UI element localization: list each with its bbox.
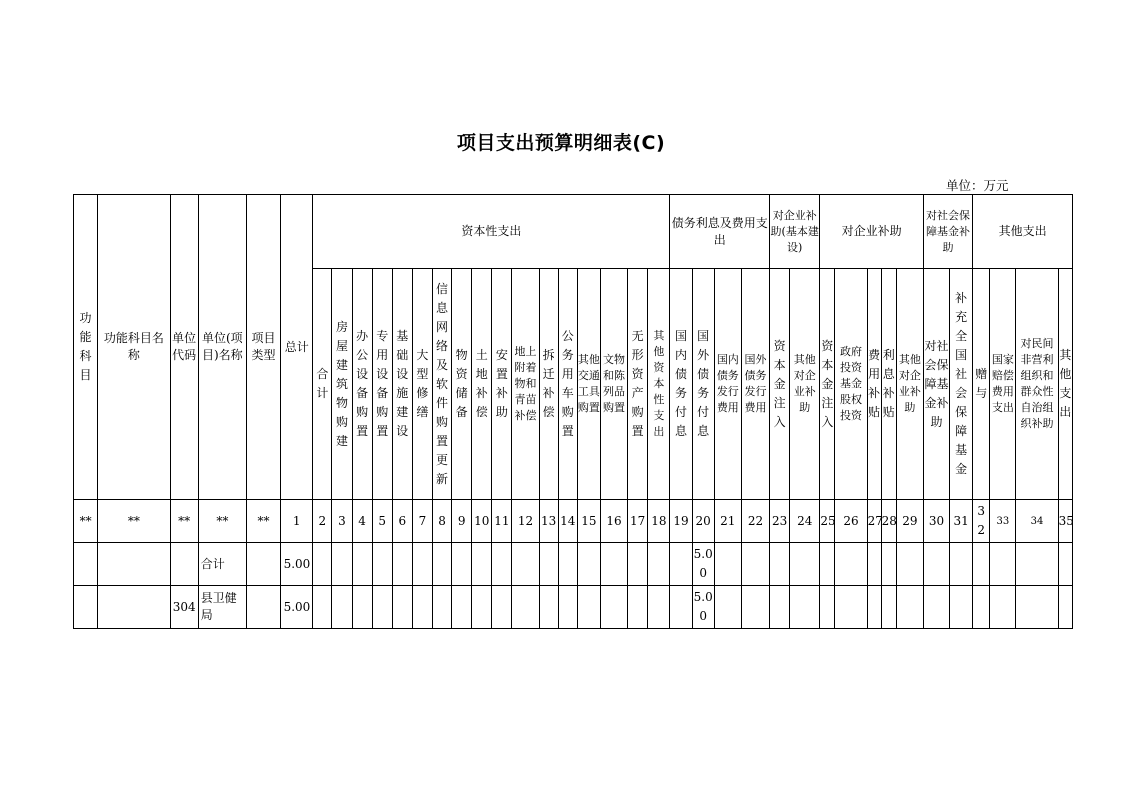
index-number: 26 bbox=[835, 500, 867, 543]
sub-debt-3: 国外债务发行费用 bbox=[741, 269, 769, 500]
sub-ent-1: 政府投资基金股权投资 bbox=[835, 269, 867, 500]
index-number: 24 bbox=[790, 500, 820, 543]
index-number: 31 bbox=[950, 500, 973, 543]
unit-label: 单位：万元 bbox=[946, 178, 1009, 193]
budget-table bbox=[73, 194, 1073, 629]
sub-capital-0: 合计 bbox=[313, 269, 332, 500]
index-number: 18 bbox=[648, 500, 670, 543]
index-number: 6 bbox=[392, 500, 412, 543]
sub-other-1: 国家赔偿费用支出 bbox=[990, 269, 1016, 500]
header-unit-code: 单位代码 bbox=[170, 195, 198, 500]
index-number: 11 bbox=[492, 500, 512, 543]
index-star: ** bbox=[74, 500, 98, 543]
index-star: ** bbox=[246, 500, 280, 543]
index-number: 28 bbox=[881, 500, 896, 543]
index-number: 10 bbox=[472, 500, 492, 543]
sub-ent-3: 利息补贴 bbox=[881, 269, 896, 500]
index-number: 1 bbox=[281, 500, 313, 543]
sub-social-0: 对社会保障基金补助 bbox=[923, 269, 949, 500]
sub-debt-0: 国内债务付息 bbox=[670, 269, 692, 500]
page-title: 项目支出预算明细表(C) bbox=[456, 132, 666, 154]
index-number: 5 bbox=[372, 500, 392, 543]
index-number: 30 bbox=[923, 500, 949, 543]
row-total: 5.00 bbox=[281, 543, 313, 586]
sub-capital-8: 土地补偿 bbox=[472, 269, 492, 500]
row-foreign-interest: 5.00 bbox=[692, 586, 714, 629]
group-other: 其他支出 bbox=[973, 195, 1073, 269]
index-number: 8 bbox=[432, 500, 451, 543]
sub-capital-9: 安置补助 bbox=[492, 269, 512, 500]
header-function-code: 功能科目 bbox=[74, 195, 98, 500]
sub-capital-14: 文物和陈列品购置 bbox=[600, 269, 627, 500]
sub-other-0: 赠与 bbox=[973, 269, 990, 500]
header-total: 总计 bbox=[281, 195, 313, 500]
table-row bbox=[74, 543, 1073, 586]
index-number: 3 bbox=[332, 500, 352, 543]
sub-capital-15: 无形资产购置 bbox=[628, 269, 648, 500]
row-total: 5.00 bbox=[281, 586, 313, 629]
sub-other-2: 对民间非营利组织和群众性自治组织补助 bbox=[1016, 269, 1058, 500]
index-number: 20 bbox=[692, 500, 714, 543]
index-number: 14 bbox=[558, 500, 577, 543]
sub-capital-1: 房屋建筑物购建 bbox=[332, 269, 352, 500]
index-number: 25 bbox=[820, 500, 835, 543]
index-number: 12 bbox=[512, 500, 539, 543]
index-number: 16 bbox=[600, 500, 627, 543]
sub-capital-3: 专用设备购置 bbox=[372, 269, 392, 500]
index-number: 2 bbox=[313, 500, 332, 543]
index-star: ** bbox=[198, 500, 246, 543]
sub-ent-0: 资本金注入 bbox=[820, 269, 835, 500]
group-capital: 资本性支出 bbox=[313, 195, 670, 269]
index-star: ** bbox=[98, 500, 170, 543]
sub-ent-4: 其他对企业补助 bbox=[896, 269, 923, 500]
index-row bbox=[74, 500, 1073, 543]
sub-ent-2: 费用补贴 bbox=[867, 269, 881, 500]
index-number: 23 bbox=[770, 500, 790, 543]
sub-other-3: 其他支出 bbox=[1058, 269, 1072, 500]
sub-debt-2: 国内债务发行费用 bbox=[714, 269, 741, 500]
sub-capital-6: 信息网络及软件购置更新 bbox=[432, 269, 451, 500]
index-number-32: 32 bbox=[977, 504, 986, 537]
group-ent-basic: 对企业补助(基本建设) bbox=[770, 195, 820, 269]
index-number: 13 bbox=[539, 500, 558, 543]
sub-capital-10: 地上附着物和青苗补偿 bbox=[512, 269, 539, 500]
sub-capital-7: 物资储备 bbox=[452, 269, 472, 500]
index-number: 35 bbox=[1058, 500, 1072, 543]
sub-social-1: 补充全国社会保障基金 bbox=[950, 269, 973, 500]
sub-capital-4: 基础设施建设 bbox=[392, 269, 412, 500]
index-number: 22 bbox=[741, 500, 769, 543]
header-project-type: 项目类型 bbox=[246, 195, 280, 500]
row-foreign-interest: 5.00 bbox=[692, 543, 714, 586]
index-number: 7 bbox=[412, 500, 432, 543]
index-number: 21 bbox=[714, 500, 741, 543]
group-ent: 对企业补助 bbox=[820, 195, 924, 269]
index-number: 9 bbox=[452, 500, 472, 543]
table-row bbox=[74, 586, 1073, 629]
index-number bbox=[973, 500, 990, 543]
index-number: 34 bbox=[1016, 500, 1058, 543]
index-number: 33 bbox=[990, 500, 1016, 543]
sub-capital-5: 大型修缮 bbox=[412, 269, 432, 500]
index-number: 15 bbox=[577, 500, 600, 543]
row-unit-code: 304 bbox=[170, 586, 198, 629]
sub-capital-11: 拆迁补偿 bbox=[539, 269, 558, 500]
sub-capital-13: 其他交通工具购置 bbox=[577, 269, 600, 500]
header-function-name: 功能科目名称 bbox=[98, 195, 170, 500]
index-number: 4 bbox=[352, 500, 372, 543]
index-number: 19 bbox=[670, 500, 692, 543]
group-debt: 债务利息及费用支出 bbox=[670, 195, 770, 269]
sub-capital-16: 其他资本性支出 bbox=[648, 269, 670, 500]
group-social: 对社会保障基金补助 bbox=[923, 195, 972, 269]
sub-ent-basic-0: 资本金注入 bbox=[770, 269, 790, 500]
header-unit-name: 单位(项目)名称 bbox=[198, 195, 246, 500]
row-unit-code bbox=[170, 543, 198, 586]
row-unit-name: 合计 bbox=[198, 543, 246, 586]
index-number: 27 bbox=[867, 500, 881, 543]
row-unit-name: 县卫健局 bbox=[198, 586, 246, 629]
sub-debt-1: 国外债务付息 bbox=[692, 269, 714, 500]
index-star: ** bbox=[170, 500, 198, 543]
sub-ent-basic-1: 其他对企业补助 bbox=[790, 269, 820, 500]
index-number: 17 bbox=[628, 500, 648, 543]
index-number: 29 bbox=[896, 500, 923, 543]
sub-capital-12: 公务用车购置 bbox=[558, 269, 577, 500]
sub-capital-2: 办公设备购置 bbox=[352, 269, 372, 500]
